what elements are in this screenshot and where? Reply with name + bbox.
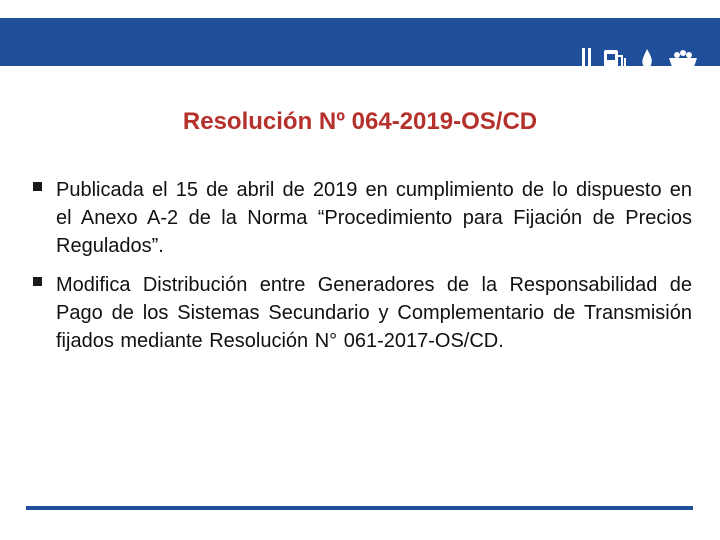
bullet-item — [30, 271, 692, 355]
light-bulb-icon — [579, 46, 595, 78]
bullet-marker-icon — [33, 182, 42, 191]
bullet-text: Modifica Distribución entre Generadores de la Responsabilidad de Pago de los Sistemas Secundario y Complementario de Transmisión fijados mediante Resolución N° 061-2017-OS/CD. — [56, 274, 692, 352]
bullet-item — [30, 176, 692, 260]
bullet-text: Publicada el 15 de abril de 2019 en cumplimiento de lo dispuesto en el Anexo A-2 de la Norma “Procedimiento para Fijación de Precios Regulados”. — [56, 179, 692, 257]
sector-icons — [579, 42, 700, 78]
gas-flame-icon — [635, 46, 659, 78]
fuel-pump-icon — [602, 46, 628, 78]
bullet-marker-icon — [33, 277, 42, 286]
bottom-divider — [26, 506, 693, 510]
bullet-list — [30, 176, 692, 366]
header-bar — [0, 18, 720, 66]
slide-title: Resolución Nº 064-2019-OS/CD — [182, 108, 538, 135]
mining-cart-icon — [666, 46, 700, 78]
